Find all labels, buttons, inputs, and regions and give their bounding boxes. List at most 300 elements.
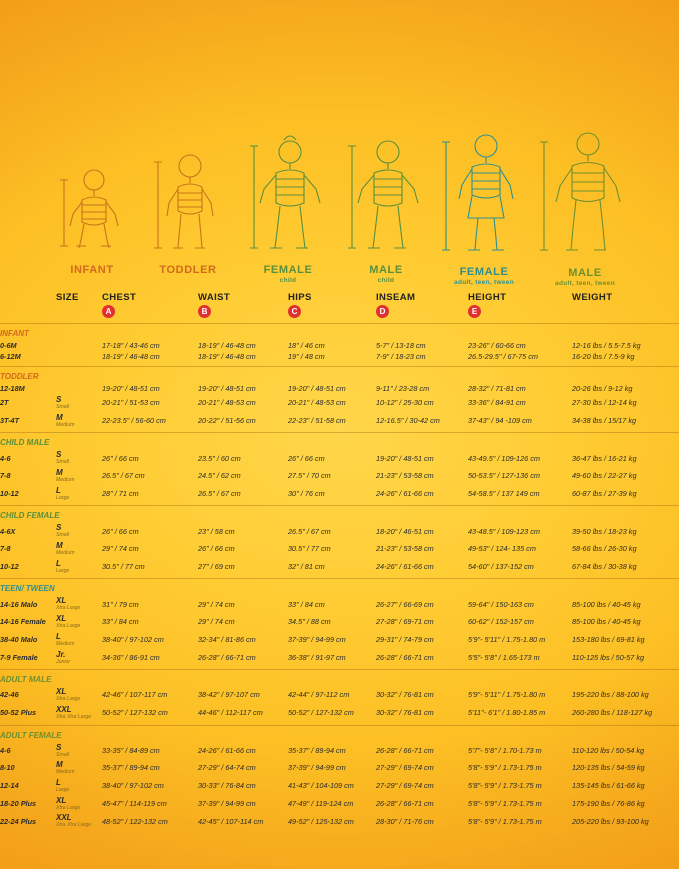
- table-row: [0, 742, 679, 760]
- cell-inseam: 9-11" / 23-28 cm: [376, 383, 430, 393]
- figure-label-toddler: TODDLER: [159, 264, 217, 276]
- cell-hips: 26" / 66 cm: [288, 453, 325, 463]
- table-row: [0, 412, 679, 430]
- cell-height: 5'7"- 5'8" / 1.70-1.73 m: [468, 745, 542, 755]
- cell-waist: 19-20" / 48-51 cm: [198, 383, 256, 393]
- cell-weight: 58-66 lbs / 26-30 kg: [572, 544, 637, 554]
- cell-chest: 29" / 74 cm: [102, 544, 139, 554]
- cell-chest: 19-20" / 48-51 cm: [102, 383, 160, 393]
- size-word: Junior: [56, 658, 71, 665]
- size-word: Medium: [56, 477, 75, 484]
- badge-e: E: [468, 305, 481, 318]
- row-category: 38-40 Malo: [0, 635, 38, 645]
- cell-weight: 36-47 lbs / 16-21 kg: [572, 453, 637, 463]
- cell-weight: 135-145 lbs / 61-66 kg: [572, 781, 645, 791]
- cell-chest: 31" / 79 cm: [102, 599, 139, 609]
- row-size: [56, 383, 102, 394]
- badge-row: [0, 305, 679, 324]
- table-row: [0, 613, 679, 631]
- size-code: XXL: [56, 813, 72, 823]
- row-category: 7-8: [0, 471, 11, 481]
- cell-height: 5'8"- 5'9" / 1.73-1.75 m: [468, 763, 542, 773]
- size-word: Large: [56, 494, 70, 501]
- cell-height: 60-62" / 152-157 cm: [468, 617, 534, 627]
- row-category: 4-6X: [0, 526, 16, 536]
- cell-waist: 23" / 58 cm: [198, 526, 235, 536]
- row-size: [56, 540, 102, 558]
- cell-inseam: 27-29" / 69-74 cm: [376, 763, 434, 773]
- cell-weight: 27-30 lbs / 12-14 kg: [572, 398, 637, 408]
- group-header-row: [0, 580, 679, 595]
- size-code: L: [56, 485, 61, 495]
- row-category: 22-24 Plus: [0, 816, 37, 826]
- cell-inseam: 26-28" / 66-71 cm: [376, 798, 434, 808]
- size-code: L: [56, 558, 61, 568]
- cell-waist: 30-33" / 76-84 cm: [198, 781, 256, 791]
- cell-hips: 34.5" / 88 cm: [288, 617, 331, 627]
- badge-a: A: [102, 305, 115, 318]
- cell-hips: 41-43" / 104-109 cm: [288, 781, 354, 791]
- row-size: [56, 812, 102, 830]
- group-header-row: [0, 727, 679, 742]
- cell-inseam: 12-16.5" / 30-42 cm: [376, 415, 440, 425]
- row-size: [56, 648, 102, 666]
- badge-cell-chest: [102, 305, 198, 324]
- cell-height: 28-32" / 71-81 cm: [468, 383, 526, 393]
- size-code: M: [56, 541, 63, 551]
- cell-chest: 45-47" / 114-119 cm: [102, 798, 167, 808]
- cell-inseam: 28-30" / 71-76 cm: [376, 816, 434, 826]
- cell-inseam: 30-32" / 76-81 cm: [376, 708, 434, 718]
- cell-chest: 34-36" / 86-91 cm: [102, 652, 160, 662]
- row-size: [56, 558, 102, 576]
- table-row: [0, 759, 679, 777]
- table-row: [0, 777, 679, 795]
- row-category: 42-46: [0, 690, 19, 700]
- cell-height: 43-49.5" / 109-126 cm: [468, 453, 540, 463]
- figure-sub-male-adult: adult, teen, tween: [555, 280, 615, 287]
- table-row: [0, 558, 679, 576]
- cell-waist: 24-26" / 61-66 cm: [198, 745, 256, 755]
- female-adult-figure-icon: [432, 112, 536, 262]
- cell-waist: 29" / 74 cm: [198, 599, 235, 609]
- table-row: [0, 449, 679, 467]
- size-code: S: [56, 523, 62, 533]
- cell-chest: 33-35" / 84-89 cm: [102, 745, 160, 755]
- figure-female-adult: [432, 112, 536, 286]
- cell-weight: 195-220 lbs / 88-100 kg: [572, 690, 649, 700]
- table-row: [0, 351, 679, 362]
- cell-hips: 30" / 76 cm: [288, 488, 325, 498]
- badge-cell-inseam: [376, 305, 468, 324]
- header-weight: WEIGHT: [572, 292, 613, 303]
- row-category: 14-16 Female: [0, 617, 46, 627]
- cell-inseam: 21-23" / 53-58 cm: [376, 471, 434, 481]
- group-spacer: [0, 830, 679, 833]
- cell-height: 37-43" / 94 -109 cm: [468, 415, 532, 425]
- cell-hips: 49-52" / 125-132 cm: [288, 816, 354, 826]
- size-word: Small: [56, 751, 69, 758]
- group-title: ADULT MALE: [0, 675, 52, 685]
- size-word: Xtra Large: [56, 804, 81, 811]
- table-row: [0, 595, 679, 613]
- row-size: [56, 340, 102, 351]
- cell-inseam: 26-27" / 66-69 cm: [376, 599, 434, 609]
- cell-inseam: 24-26" / 61-66 cm: [376, 488, 434, 498]
- size-word: Xtra Large: [56, 623, 81, 630]
- table-row: [0, 631, 679, 649]
- cell-weight: 12-16 lbs / 5.5-7.5 kg: [572, 341, 641, 351]
- group-header-row: [0, 368, 679, 383]
- cell-height: 5'9"- 5'11" / 1.75-1.80 m: [468, 690, 546, 700]
- row-size: [56, 704, 102, 722]
- row-size: [56, 449, 102, 467]
- row-size: [56, 351, 102, 362]
- cell-chest: 38-40" / 97-102 cm: [102, 635, 164, 645]
- cell-hips: 36-38" / 91-97 cm: [288, 652, 346, 662]
- size-code: XL: [56, 687, 67, 697]
- size-word: Medium: [56, 769, 75, 776]
- cell-inseam: 30-32" / 76-81 cm: [376, 690, 434, 700]
- cell-chest: 35-37" / 89-94 cm: [102, 763, 160, 773]
- row-category: 10-12: [0, 561, 19, 571]
- size-table: [0, 292, 679, 833]
- cell-height: 50-53.5" / 127-136 cm: [468, 471, 540, 481]
- header-category: [0, 292, 56, 305]
- figure-row: [0, 0, 679, 290]
- row-size: [56, 412, 102, 430]
- group-title: TEEN/ TWEEN: [0, 584, 55, 594]
- cell-hips: 30.5" / 77 cm: [288, 544, 331, 554]
- group-header-row: [0, 325, 679, 340]
- cell-inseam: 27-29" / 69-74 cm: [376, 781, 434, 791]
- header-hips: HIPS: [288, 292, 312, 303]
- cell-hips: 42-44" / 97-112 cm: [288, 690, 350, 700]
- table-row: [0, 686, 679, 704]
- figure-label-female-child: FEMALE: [263, 264, 313, 276]
- cell-hips: 47-49" / 119-124 cm: [288, 798, 354, 808]
- cell-waist: 18-19" / 46-48 cm: [198, 341, 256, 351]
- figure-label-infant: INFANT: [70, 264, 114, 276]
- table-row: [0, 540, 679, 558]
- cell-waist: 20-21" / 48-53 cm: [198, 398, 256, 408]
- cell-weight: 153-180 lbs / 69-81 kg: [572, 635, 645, 645]
- row-category: 12-18M: [0, 383, 25, 393]
- cell-hips: 22-23" / 51-58 cm: [288, 415, 346, 425]
- size-table-wrapper: [0, 292, 679, 869]
- cell-weight: 39-50 lbs / 18-23 kg: [572, 526, 637, 536]
- cell-waist: 27" / 69 cm: [198, 561, 235, 571]
- figure-sub-female-adult: adult, teen, tween: [454, 279, 514, 286]
- row-category: 10-12: [0, 488, 19, 498]
- cell-hips: 35-37" / 89-94 cm: [288, 745, 346, 755]
- table-row: [0, 795, 679, 813]
- size-word: Small: [56, 403, 69, 410]
- size-code: S: [56, 742, 62, 752]
- row-category: 7-8: [0, 544, 11, 554]
- cell-height: 49-53" / 124- 135 cm: [468, 544, 536, 554]
- figure-label-female-adult: FEMALE: [459, 266, 509, 278]
- cell-chest: 26" / 66 cm: [102, 526, 139, 536]
- table-row: [0, 467, 679, 485]
- size-code: L: [56, 631, 61, 641]
- size-word: Xtra Xtra Large: [56, 822, 92, 829]
- cell-weight: 175-190 lbs / 76-86 kg: [572, 798, 645, 808]
- cell-weight: 16-20 lbs / 7.5-9 kg: [572, 352, 635, 362]
- cell-height: 23-26" / 60-66 cm: [468, 341, 526, 351]
- cell-inseam: 21-23" / 53-58 cm: [376, 544, 434, 554]
- row-size: [56, 742, 102, 760]
- table-row: [0, 394, 679, 412]
- cell-waist: 24.5" / 62 cm: [198, 471, 241, 481]
- header-size: SIZE: [56, 292, 79, 303]
- size-code: M: [56, 760, 63, 770]
- cell-chest: 48-52" / 122-132 cm: [102, 816, 168, 826]
- male-adult-figure-icon: [530, 108, 640, 263]
- toddler-figure-icon: [140, 140, 236, 260]
- cell-waist: 18-19" / 46-48 cm: [198, 352, 256, 362]
- group-title: INFANT: [0, 329, 29, 338]
- cell-inseam: 19-20" / 48-51 cm: [376, 453, 434, 463]
- group-header-row: [0, 434, 679, 449]
- badge-spacer-size: [56, 305, 102, 324]
- cell-height: 43-48.5" / 109-123 cm: [468, 526, 540, 536]
- cell-height: 59-64" / 150-163 cm: [468, 599, 534, 609]
- table-row: [0, 340, 679, 351]
- cell-weight: 120-135 lbs / 54-59 kg: [572, 763, 645, 773]
- cell-inseam: 7-9" / 18-23 cm: [376, 352, 426, 362]
- cell-waist: 29" / 74 cm: [198, 617, 235, 627]
- cell-inseam: 5-7" / 13-18 cm: [376, 341, 426, 351]
- group-header-row: [0, 507, 679, 522]
- header-height: HEIGHT: [468, 292, 507, 303]
- cell-hips: 37-39" / 94-99 cm: [288, 763, 346, 773]
- cell-hips: 19-20" / 48-51 cm: [288, 383, 346, 393]
- table-row: [0, 485, 679, 503]
- cell-chest: 38-40" / 97-102 cm: [102, 781, 164, 791]
- badge-cell-height: [468, 305, 572, 324]
- group-title: CHILD FEMALE: [0, 511, 60, 521]
- row-category: 8-10: [0, 763, 15, 773]
- cell-waist: 37-39" / 94-99 cm: [198, 798, 256, 808]
- header-chest: CHEST: [102, 292, 137, 303]
- row-size: [56, 777, 102, 795]
- figure-female-child: [240, 120, 336, 284]
- badge-cell-hips: [288, 305, 376, 324]
- cell-waist: 32-34" / 81-86 cm: [198, 635, 256, 645]
- figure-label-male-adult: MALE: [568, 267, 602, 279]
- cell-waist: 42-45" / 107-114 cm: [198, 816, 264, 826]
- cell-chest: 33" / 84 cm: [102, 617, 139, 627]
- group-title: ADULT FEMALE: [0, 730, 62, 740]
- cell-chest: 22-23.5" / 56-60 cm: [102, 415, 166, 425]
- male-child-figure-icon: [338, 120, 434, 260]
- cell-chest: 26" / 66 cm: [102, 453, 139, 463]
- cell-chest: 18-19" / 46-48 cm: [102, 352, 160, 362]
- row-size: [56, 759, 102, 777]
- cell-weight: 260-280 lbs / 118-127 kg: [572, 708, 653, 718]
- size-code: XL: [56, 795, 67, 805]
- cell-waist: 26-28" / 66-71 cm: [198, 652, 256, 662]
- cell-height: 54-60" / 137-152 cm: [468, 561, 534, 571]
- row-category: 7-9 Female: [0, 652, 38, 662]
- cell-waist: 38-42" / 97-107 cm: [198, 690, 260, 700]
- cell-weight: 110-120 lbs / 50-54 kg: [572, 745, 645, 755]
- figure-male-child: [338, 120, 434, 284]
- cell-waist: 27-29" / 64-74 cm: [198, 763, 256, 773]
- row-size: [56, 467, 102, 485]
- badge-spacer-cat: [0, 305, 56, 324]
- cell-waist: 26" / 66 cm: [198, 544, 235, 554]
- figure-sub-male-child: child: [377, 277, 395, 284]
- badge-cell-waist: [198, 305, 288, 324]
- cell-inseam: 29-31" / 74-79 cm: [376, 635, 434, 645]
- cell-waist: 23.5" / 60 cm: [198, 453, 241, 463]
- cell-inseam: 26-28" / 66-71 cm: [376, 652, 434, 662]
- cell-inseam: 26-28" / 66-71 cm: [376, 745, 434, 755]
- cell-height: 5'8"- 5'9" / 1.73-1.75 m: [468, 798, 542, 808]
- cell-height: 54-58.5" / 137 149 cm: [468, 488, 540, 498]
- size-code: S: [56, 394, 62, 404]
- cell-hips: 26.5" / 67 cm: [288, 526, 331, 536]
- table-row: [0, 522, 679, 540]
- group-title: CHILD MALE: [0, 438, 50, 448]
- cell-weight: 20-26 lbs / 9-12 kg: [572, 383, 633, 393]
- cell-hips: 18" / 46 cm: [288, 341, 325, 351]
- cell-inseam: 10-12" / 25-30 cm: [376, 398, 434, 408]
- cell-waist: 20-22" / 51-56 cm: [198, 415, 256, 425]
- size-word: Large: [56, 786, 70, 793]
- size-code: M: [56, 468, 63, 478]
- cell-hips: 27.5" / 70 cm: [288, 471, 331, 481]
- cell-hips: 32" / 81 cm: [288, 561, 325, 571]
- table-row: [0, 704, 679, 722]
- size-code: S: [56, 450, 62, 460]
- cell-height: 5'5"- 5'8" / 1.65-173 m: [468, 652, 540, 662]
- cell-weight: 34-38 lbs / 15/17 kg: [572, 415, 637, 425]
- cell-height: 5'8"- 5'9" / 1.73-1.75 m: [468, 781, 542, 791]
- cell-chest: 28" / 71 cm: [102, 488, 139, 498]
- cell-height: 33-36" / 84-91 cm: [468, 398, 526, 408]
- cell-weight: 205-220 lbs / 93-100 kg: [572, 816, 649, 826]
- group-title: TODDLER: [0, 371, 39, 381]
- cell-hips: 19" / 48 cm: [288, 352, 325, 362]
- cell-weight: 60-87 lbs / 27-39 kg: [572, 488, 637, 498]
- cell-chest: 17-18" / 43-46 cm: [102, 341, 160, 351]
- figure-infant: [46, 150, 138, 276]
- figure-toddler: [140, 140, 236, 276]
- size-word: Medium: [56, 421, 75, 428]
- cell-inseam: 18-20" / 46-51 cm: [376, 526, 434, 536]
- row-size: [56, 522, 102, 540]
- size-code: M: [56, 412, 63, 422]
- size-word: Xtra Large: [56, 696, 81, 703]
- infant-figure-icon: [46, 150, 138, 260]
- group-header-row: [0, 671, 679, 686]
- figure-sub-female-child: child: [279, 277, 297, 284]
- cell-weight: 85-100 lbs / 40-45 kg: [572, 599, 641, 609]
- table-body: [0, 324, 679, 833]
- badge-d: D: [376, 305, 389, 318]
- row-category: 14-16 Malo: [0, 599, 38, 609]
- row-category: 4-6: [0, 745, 11, 755]
- cell-weight: 110-125 lbs / 50-57 kg: [572, 652, 645, 662]
- size-code: XXL: [56, 704, 72, 714]
- row-size: [56, 686, 102, 704]
- cell-chest: 50-52" / 127-132 cm: [102, 708, 168, 718]
- cell-height: 5'11"- 6'1" / 1.80-1.85 m: [468, 708, 546, 718]
- row-category: 4-6: [0, 453, 11, 463]
- cell-chest: 20-21" / 51-53 cm: [102, 398, 160, 408]
- size-word: Medium: [56, 550, 75, 557]
- badge-b: B: [198, 305, 211, 318]
- row-size: [56, 394, 102, 412]
- cell-weight: 67-84 lbs / 30-38 kg: [572, 561, 637, 571]
- cell-chest: 42-46" / 107-117 cm: [102, 690, 168, 700]
- table-row: [0, 812, 679, 830]
- size-word: Small: [56, 459, 69, 466]
- row-size: [56, 595, 102, 613]
- figure-male-adult: [530, 108, 640, 287]
- size-code: XL: [56, 596, 67, 606]
- size-word: Medium: [56, 640, 75, 647]
- size-word: Xtra Xtra Large: [56, 713, 92, 720]
- row-category: 18-20 Plus: [0, 798, 37, 808]
- row-size: [56, 485, 102, 503]
- row-size: [56, 795, 102, 813]
- header-waist: WAIST: [198, 292, 231, 303]
- row-category: 2T: [0, 398, 9, 408]
- cell-hips: 33" / 84 cm: [288, 599, 325, 609]
- row-size: [56, 631, 102, 649]
- size-word: Large: [56, 567, 70, 574]
- size-word: Xtra Large: [56, 605, 81, 612]
- cell-hips: 50-52" / 127-132 cm: [288, 708, 354, 718]
- row-category: 0-6M: [0, 341, 17, 351]
- cell-chest: 30.5" / 77 cm: [102, 561, 145, 571]
- cell-chest: 26.5" / 67 cm: [102, 471, 145, 481]
- cell-inseam: 24-26" / 61-66 cm: [376, 561, 434, 571]
- cell-waist: 26.5" / 67 cm: [198, 488, 241, 498]
- cell-height: 26.5-29.5" / 67-75 cm: [468, 352, 538, 362]
- cell-weight: 85-100 lbs / 40-45 kg: [572, 617, 641, 627]
- header-inseam: INSEAM: [376, 292, 416, 303]
- row-category: 50-52 Plus: [0, 708, 37, 718]
- table-row: [0, 383, 679, 394]
- cell-height: 5'9"- 5'11" / 1.75-1.80 m: [468, 635, 546, 645]
- row-category: 12-14: [0, 781, 19, 791]
- female-child-figure-icon: [240, 120, 336, 260]
- row-category: 6-12M: [0, 352, 21, 362]
- cell-hips: 37-39" / 94-99 cm: [288, 635, 346, 645]
- cell-waist: 44-46" / 112-117 cm: [198, 708, 263, 718]
- row-size: [56, 613, 102, 631]
- table-header-row: [0, 292, 679, 305]
- size-word: Small: [56, 532, 69, 539]
- cell-height: 5'8"- 5'9" / 1.73-1.75 m: [468, 816, 542, 826]
- cell-hips: 20-21" / 48-53 cm: [288, 398, 346, 408]
- size-code: Jr.: [56, 649, 66, 659]
- badge-cell-weight: [572, 305, 679, 324]
- size-code: L: [56, 777, 61, 787]
- table-row: [0, 648, 679, 666]
- figure-label-male-child: MALE: [369, 264, 403, 276]
- cell-inseam: 27-28" / 69-71 cm: [376, 617, 434, 627]
- size-code: XL: [56, 614, 67, 624]
- row-category: 3T-4T: [0, 415, 20, 425]
- cell-weight: 49-60 lbs / 22-27 kg: [572, 471, 637, 481]
- badge-c: C: [288, 305, 301, 318]
